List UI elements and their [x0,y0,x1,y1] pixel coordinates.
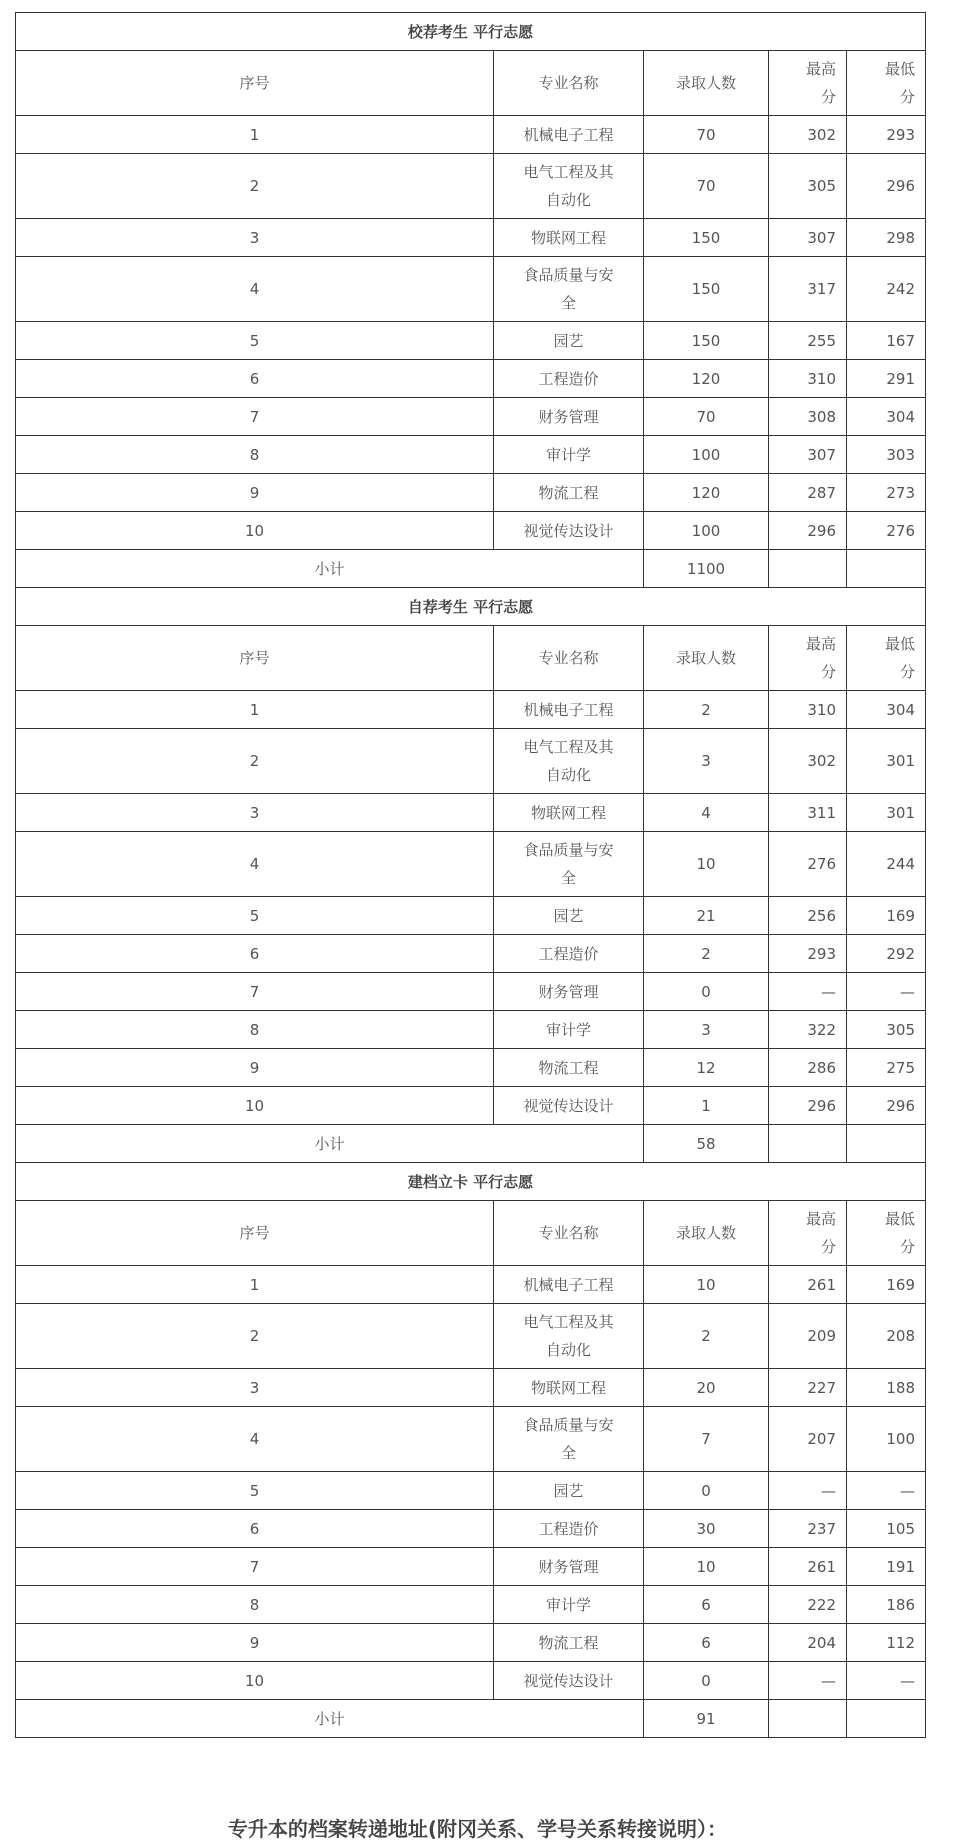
table-row [16,1472,926,1510]
row-major [494,1049,644,1087]
row-max-score: 307 [769,219,847,257]
row-min-score: 186 [847,1586,926,1624]
row-index: 9 [16,1624,494,1662]
table-row [16,219,926,257]
row-min-score: 275 [847,1049,926,1087]
row-major-text: 审计学 [545,1595,591,1614]
table-row [16,1011,926,1049]
row-max-score: 302 [769,729,847,794]
row-major [494,935,644,973]
row-max-score: 256 [769,897,847,935]
row-max-score: 255 [769,322,847,360]
row-max-score: 310 [769,691,847,729]
header-min-score-text: 最低分 [885,60,916,106]
header-min-score-text: 最低分 [885,635,916,681]
table-row [16,154,926,219]
row-index: 4 [16,832,494,897]
row-max-score: 311 [769,794,847,832]
table-row [16,1087,926,1125]
row-major-text: 园艺 [553,1481,584,1500]
row-min-score: 292 [847,935,926,973]
row-admitted: 30 [644,1510,769,1548]
table-row [16,935,926,973]
table-row [16,1586,926,1624]
subtotal-row [16,550,926,588]
row-min-score: 169 [847,1266,926,1304]
row-major [494,1624,644,1662]
row-index: 2 [16,1304,494,1369]
row-min-score: 304 [847,691,926,729]
row-admitted: 150 [644,322,769,360]
row-major-text: 物流工程 [538,1058,599,1077]
row-major [494,973,644,1011]
row-index: 10 [16,512,494,550]
row-major [494,832,644,897]
row-min-score: 296 [847,1087,926,1125]
row-min-score: 105 [847,1510,926,1548]
row-major [494,512,644,550]
row-major-text: 审计学 [545,445,591,464]
row-max-score: 261 [769,1548,847,1586]
header-max-score [769,626,847,691]
row-index: 10 [16,1087,494,1125]
row-major-text: 机械电子工程 [523,700,614,719]
header-row [16,51,926,116]
header-min-score [847,626,926,691]
subtotal-max-empty [769,550,847,588]
row-max-score: 322 [769,1011,847,1049]
header-min-score [847,1201,926,1266]
row-admitted: 0 [644,1662,769,1700]
row-max-score: 317 [769,257,847,322]
row-major-text: 物联网工程 [530,803,606,822]
row-index: 9 [16,474,494,512]
header-major: 专业名称 [494,51,644,116]
row-major [494,1472,644,1510]
row-index: 3 [16,794,494,832]
row-index: 8 [16,1011,494,1049]
row-major [494,897,644,935]
row-major [494,398,644,436]
row-max-score: 204 [769,1624,847,1662]
header-min-score [847,51,926,116]
row-major [494,729,644,794]
row-major-text: 电气工程及其自动化 [523,1313,614,1359]
row-max-score: 296 [769,1087,847,1125]
row-major-text: 机械电子工程 [523,1275,614,1294]
row-max-score: — [769,1662,847,1700]
row-max-score: — [769,973,847,1011]
row-min-score: 169 [847,897,926,935]
subtotal-row [16,1125,926,1163]
row-admitted: 70 [644,398,769,436]
row-index: 8 [16,436,494,474]
row-max-score: 302 [769,116,847,154]
row-major-text: 园艺 [553,906,584,925]
subtotal-value: 58 [644,1125,769,1163]
row-index: 10 [16,1662,494,1700]
row-admitted: 2 [644,935,769,973]
row-admitted: 100 [644,512,769,550]
row-major-text: 财务管理 [538,1557,599,1576]
header-max-score-text: 最高分 [805,1210,836,1256]
row-major [494,436,644,474]
row-max-score: 287 [769,474,847,512]
table-row [16,116,926,154]
row-major [494,474,644,512]
section-title: 建档立卡 平行志愿 [16,1163,926,1201]
file-transfer-heading: 专升本的档案转递地址(附冈关系、学号关系转接说明）： [227,1817,728,1841]
row-min-score: 301 [847,729,926,794]
header-admitted: 录取人数 [644,1201,769,1266]
row-min-score: 293 [847,116,926,154]
header-index: 序号 [16,1201,494,1266]
row-major-text: 财务管理 [538,982,599,1001]
row-admitted: 7 [644,1407,769,1472]
row-major [494,1586,644,1624]
row-major [494,154,644,219]
admission-results-table [15,12,926,1738]
subtotal-max-empty [769,1125,847,1163]
table-row [16,897,926,935]
row-major [494,1548,644,1586]
row-max-score: 305 [769,154,847,219]
header-major: 专业名称 [494,1201,644,1266]
table-row [16,1304,926,1369]
row-max-score: 207 [769,1407,847,1472]
row-admitted: 2 [644,691,769,729]
row-admitted: 6 [644,1586,769,1624]
row-index: 1 [16,691,494,729]
row-index: 3 [16,219,494,257]
table-row [16,1266,926,1304]
section-title: 校荐考生 平行志愿 [16,13,926,51]
row-min-score: 112 [847,1624,926,1662]
row-major [494,116,644,154]
row-major [494,1087,644,1125]
row-min-score: 298 [847,219,926,257]
row-major-text: 工程造价 [538,369,599,388]
table-row [16,1548,926,1586]
table-row [16,398,926,436]
subtotal-label: 小计 [16,1700,644,1738]
row-max-score: 308 [769,398,847,436]
table-row [16,474,926,512]
row-major [494,1510,644,1548]
row-major [494,691,644,729]
row-min-score: 191 [847,1548,926,1586]
row-min-score: 305 [847,1011,926,1049]
row-index: 6 [16,360,494,398]
row-major-text: 工程造价 [538,1519,599,1538]
table-row [16,1510,926,1548]
row-min-score: 208 [847,1304,926,1369]
row-index: 4 [16,1407,494,1472]
row-major-text: 物联网工程 [530,228,606,247]
header-max-score [769,51,847,116]
table-body [16,13,926,1738]
row-admitted: 70 [644,154,769,219]
row-major [494,360,644,398]
header-max-score [769,1201,847,1266]
header-admitted: 录取人数 [644,51,769,116]
row-major-text: 财务管理 [538,407,599,426]
section-title-row [16,588,926,626]
header-row [16,626,926,691]
row-admitted: 2 [644,1304,769,1369]
row-major-text: 食品质量与安全 [523,841,614,887]
row-min-score: 100 [847,1407,926,1472]
row-major [494,219,644,257]
subtotal-value: 1100 [644,550,769,588]
row-min-score: 188 [847,1369,926,1407]
subtotal-min-empty [847,1125,926,1163]
row-index: 5 [16,1472,494,1510]
row-max-score: 222 [769,1586,847,1624]
row-major-text: 视觉传达设计 [523,1096,614,1115]
row-max-score: — [769,1472,847,1510]
row-min-score: 296 [847,154,926,219]
subtotal-min-empty [847,550,926,588]
row-major [494,794,644,832]
row-min-score: 291 [847,360,926,398]
subtotal-max-empty [769,1700,847,1738]
row-major [494,322,644,360]
row-major [494,1266,644,1304]
row-index: 6 [16,935,494,973]
header-max-score-text: 最高分 [805,635,836,681]
row-major-text: 物流工程 [538,483,599,502]
row-max-score: 310 [769,360,847,398]
subtotal-min-empty [847,1700,926,1738]
row-major-text: 视觉传达设计 [523,521,614,540]
table-row [16,1662,926,1700]
row-admitted: 20 [644,1369,769,1407]
table-row [16,257,926,322]
row-major [494,1662,644,1700]
header-row [16,1201,926,1266]
row-index: 8 [16,1586,494,1624]
row-index: 2 [16,154,494,219]
row-max-score: 296 [769,512,847,550]
row-index: 1 [16,1266,494,1304]
row-min-score: 244 [847,832,926,897]
table-row [16,832,926,897]
row-max-score: 227 [769,1369,847,1407]
row-index: 6 [16,1510,494,1548]
table-row [16,973,926,1011]
row-major-text: 食品质量与安全 [523,1416,614,1462]
row-index: 2 [16,729,494,794]
row-major-text: 电气工程及其自动化 [523,738,614,784]
row-admitted: 10 [644,1266,769,1304]
row-major-text: 食品质量与安全 [523,266,614,312]
header-index: 序号 [16,626,494,691]
row-major-text: 物流工程 [538,1633,599,1652]
row-max-score: 261 [769,1266,847,1304]
table-row [16,729,926,794]
row-major-text: 园艺 [553,331,584,350]
header-admitted: 录取人数 [644,626,769,691]
row-min-score: — [847,1662,926,1700]
header-major: 专业名称 [494,626,644,691]
table-row [16,691,926,729]
row-major-text: 物联网工程 [530,1378,606,1397]
row-admitted: 3 [644,1011,769,1049]
row-admitted: 120 [644,360,769,398]
subtotal-value: 91 [644,1700,769,1738]
row-max-score: 237 [769,1510,847,1548]
row-min-score: 303 [847,436,926,474]
row-admitted: 0 [644,1472,769,1510]
header-min-score-text: 最低分 [885,1210,916,1256]
row-max-score: 293 [769,935,847,973]
row-admitted: 10 [644,832,769,897]
row-major [494,1304,644,1369]
subtotal-label: 小计 [16,550,644,588]
row-admitted: 120 [644,474,769,512]
subtotal-row [16,1700,926,1738]
row-max-score: 209 [769,1304,847,1369]
row-admitted: 1 [644,1087,769,1125]
row-max-score: 276 [769,832,847,897]
row-admitted: 4 [644,794,769,832]
section-title-row [16,13,926,51]
table-row [16,1407,926,1472]
row-admitted: 70 [644,116,769,154]
row-index: 3 [16,1369,494,1407]
row-min-score: 273 [847,474,926,512]
row-admitted: 12 [644,1049,769,1087]
row-min-score: 304 [847,398,926,436]
row-index: 1 [16,116,494,154]
row-admitted: 150 [644,257,769,322]
row-major-text: 工程造价 [538,944,599,963]
row-index: 4 [16,257,494,322]
table-row [16,794,926,832]
row-index: 7 [16,398,494,436]
header-index: 序号 [16,51,494,116]
table-row [16,512,926,550]
row-major [494,257,644,322]
table-row [16,1624,926,1662]
row-major [494,1407,644,1472]
table-row [16,360,926,398]
row-min-score: — [847,1472,926,1510]
row-index: 7 [16,973,494,1011]
row-major [494,1011,644,1049]
row-index: 5 [16,897,494,935]
table-row [16,1369,926,1407]
subtotal-label: 小计 [16,1125,644,1163]
row-admitted: 6 [644,1624,769,1662]
row-index: 7 [16,1548,494,1586]
row-min-score: 276 [847,512,926,550]
row-admitted: 10 [644,1548,769,1586]
row-max-score: 307 [769,436,847,474]
row-index: 9 [16,1049,494,1087]
table-row [16,322,926,360]
row-admitted: 100 [644,436,769,474]
section-title: 自荐考生 平行志愿 [16,588,926,626]
row-admitted: 150 [644,219,769,257]
header-max-score-text: 最高分 [805,60,836,106]
row-min-score: 301 [847,794,926,832]
row-major-text: 视觉传达设计 [523,1671,614,1690]
row-major-text: 审计学 [545,1020,591,1039]
row-admitted: 21 [644,897,769,935]
row-major-text: 电气工程及其自动化 [523,163,614,209]
row-index: 5 [16,322,494,360]
section-title-row [16,1163,926,1201]
table-row [16,436,926,474]
row-major [494,1369,644,1407]
row-admitted: 3 [644,729,769,794]
row-major-text: 机械电子工程 [523,125,614,144]
row-min-score: 242 [847,257,926,322]
row-max-score: 286 [769,1049,847,1087]
row-admitted: 0 [644,973,769,1011]
row-min-score: 167 [847,322,926,360]
table-row [16,1049,926,1087]
row-min-score: — [847,973,926,1011]
